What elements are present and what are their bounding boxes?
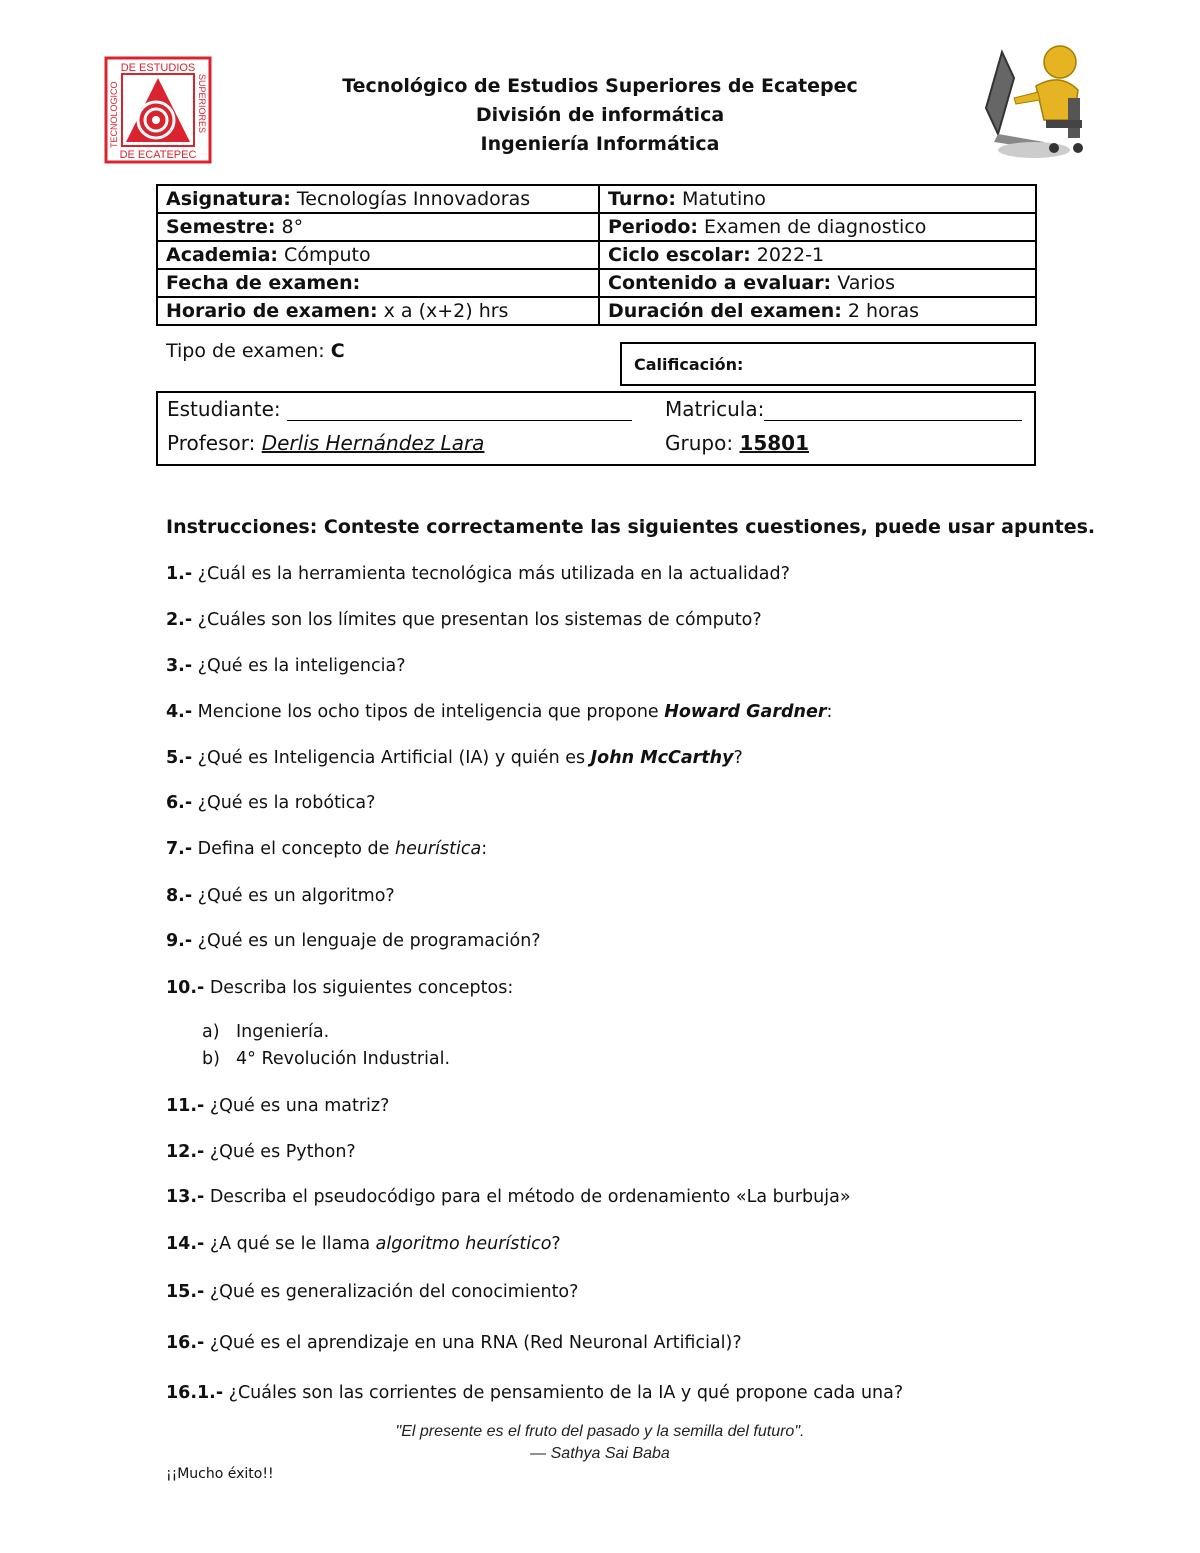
sub-item: [202, 1022, 329, 1042]
student-name-field[interactable]: [167, 397, 632, 421]
question-number: 8.-: [166, 886, 193, 906]
question-text: ¿Qué es Python?: [204, 1142, 356, 1162]
question-number: 10.-: [166, 978, 205, 998]
info-key: Turno:: [608, 188, 676, 210]
sub-item: [202, 1049, 450, 1069]
info-value: 8°: [275, 216, 304, 238]
info-cell: [599, 185, 1036, 213]
question-text: ?: [551, 1234, 561, 1254]
question-text: ?: [733, 748, 743, 768]
logo-bottom-text: DE ECATEPEC: [119, 149, 197, 161]
student-label: Estudiante:: [167, 397, 287, 421]
question-text: ¿Cuáles son las corrientes de pensamiento de la IA y qué propone cada una?: [223, 1383, 904, 1403]
info-row: [157, 269, 1036, 297]
info-value: Matutino: [675, 188, 766, 210]
professor-field: [167, 431, 484, 455]
document-header: [300, 72, 900, 159]
student-name-line[interactable]: [287, 398, 632, 421]
logo-top-text: DE ESTUDIOS: [120, 62, 196, 74]
question-item: [166, 886, 395, 906]
info-key: Periodo:: [608, 216, 698, 238]
exam-type: [166, 340, 345, 362]
info-value: x a (x+2) hrs: [377, 300, 509, 322]
question-text: John McCarthy: [590, 748, 734, 768]
question-text: ¿Cuál es la herramienta tecnológica más utilizada en la actualidad?: [192, 564, 790, 584]
question-item: [166, 748, 743, 768]
professor-label: Profesor:: [167, 431, 262, 455]
question-number: 14.-: [166, 1234, 205, 1254]
question-text: ¿Qué es generalización del conocimiento?: [204, 1282, 579, 1302]
question-text: :: [826, 702, 833, 722]
question-item: [166, 1383, 903, 1403]
enrollment-label: Matricula:: [665, 397, 765, 421]
question-item: [166, 978, 513, 998]
info-value: 2 horas: [841, 300, 920, 322]
question-number: 9.-: [166, 931, 193, 951]
exam-type-label: Tipo de examen:: [166, 340, 331, 362]
question-text: ¿A qué se le llama: [204, 1234, 376, 1254]
question-text: ¿Qué es una matriz?: [204, 1096, 390, 1116]
question-number: 1.-: [166, 564, 193, 584]
question-item: [166, 702, 832, 722]
question-number: 13.-: [166, 1187, 205, 1207]
question-item: [166, 839, 487, 859]
question-item: [166, 1282, 578, 1302]
instructions: Instrucciones: Conteste correctamente las siguientes cuestiones, puede usar apuntes.: [166, 516, 1096, 538]
question-number: 4.-: [166, 702, 193, 722]
question-item: [166, 793, 375, 813]
question-number: 15.-: [166, 1282, 205, 1302]
question-item: [166, 1333, 742, 1353]
computer-user-illustration: [974, 38, 1102, 166]
info-key: Duración del examen:: [608, 300, 842, 322]
question-text: Describa el pseudocódigo para el método de ordenamiento «La burbuja»: [204, 1187, 851, 1207]
closing-message: ¡¡Mucho éxito!!: [166, 1466, 274, 1482]
group-field: [665, 431, 809, 455]
question-text: ¿Qué es la robótica?: [192, 793, 376, 813]
grade-box[interactable]: [620, 342, 1036, 386]
question-item: [166, 564, 790, 584]
question-text: Mencione los ocho tipos de inteligencia que propone: [192, 702, 665, 722]
question-number: 16.1.-: [166, 1383, 224, 1403]
info-key: Horario de examen:: [166, 300, 378, 322]
question-item: [166, 1142, 356, 1162]
info-cell: [157, 185, 599, 213]
sub-item-label: a): [202, 1022, 220, 1042]
info-cell: [157, 297, 599, 325]
question-text: Howard Gardner: [664, 702, 827, 722]
question-number: 16.-: [166, 1333, 205, 1353]
question-text: heurística: [394, 839, 482, 859]
question-text: algoritmo heurístico: [375, 1234, 552, 1254]
info-cell: [157, 269, 599, 297]
info-cell: [599, 269, 1036, 297]
question-text: ¿Qué es la inteligencia?: [192, 656, 406, 676]
question-text: ¿Qué es Inteligencia Artificial (IA) y quién es: [192, 748, 591, 768]
info-cell: [599, 297, 1036, 325]
question-number: 12.-: [166, 1142, 205, 1162]
question-item: [166, 931, 541, 951]
sub-item-text: 4° Revolución Industrial.: [236, 1049, 451, 1069]
group-value: 15801: [739, 431, 810, 455]
info-value: Varios: [831, 272, 895, 294]
info-value: 2022-1: [750, 244, 825, 266]
info-key: Ciclo escolar:: [608, 244, 751, 266]
info-key: Academia:: [166, 244, 279, 266]
quote-author: — Sathya Sai Baba: [530, 1445, 670, 1462]
exam-type-value: C: [330, 340, 345, 362]
info-cell: [599, 213, 1036, 241]
info-value: Examen de diagnostico: [698, 216, 927, 238]
question-text: Defina el concepto de: [192, 839, 395, 859]
question-number: 3.-: [166, 656, 193, 676]
info-value: Cómputo: [278, 244, 371, 266]
group-label: Grupo:: [665, 431, 740, 455]
logo-left-text: TECNOLOGICO: [109, 81, 119, 148]
info-row: [157, 213, 1036, 241]
career-name: Ingeniería Informática: [480, 133, 720, 155]
info-row: [157, 297, 1036, 325]
question-text: ¿Qué es un algoritmo?: [192, 886, 395, 906]
question-text: ¿Qué es el aprendizaje en una RNA (Red Neuronal Artificial)?: [204, 1333, 742, 1353]
enrollment-line[interactable]: [764, 398, 1022, 421]
sub-item-text: Ingeniería.: [236, 1022, 330, 1042]
question-number: 7.-: [166, 839, 193, 859]
question-item: [166, 656, 406, 676]
question-text: Describa los siguientes conceptos:: [204, 978, 514, 998]
info-row: [157, 241, 1036, 269]
question-number: 6.-: [166, 793, 193, 813]
info-cell: [599, 241, 1036, 269]
info-key: Contenido a evaluar:: [608, 272, 832, 294]
institution-name: Tecnológico de Estudios Superiores de Ecatepec: [342, 75, 858, 97]
professor-name: Derlis Hernández Lara: [261, 431, 485, 455]
question-text: ¿Cuáles son los límites que presentan los sistemas de cómputo?: [192, 610, 762, 630]
info-cell: [157, 241, 599, 269]
exam-info-table: [156, 184, 1037, 326]
question-item: [166, 1234, 561, 1254]
enrollment-field[interactable]: [665, 397, 1022, 421]
student-box: [156, 391, 1036, 466]
division-name: División de informática: [475, 104, 725, 126]
question-item: [166, 1096, 389, 1116]
logo-right-text: SUPERIORES: [197, 74, 207, 134]
question-item: [166, 610, 762, 630]
question-number: 2.-: [166, 610, 193, 630]
question-number: 5.-: [166, 748, 193, 768]
question-item: [166, 1187, 851, 1207]
question-text: :: [481, 839, 488, 859]
quote-text: "El presente es el fruto del pasado y la semilla del futuro".: [395, 1423, 805, 1440]
info-cell: [157, 213, 599, 241]
info-row: [157, 185, 1036, 213]
question-number: 11.-: [166, 1096, 205, 1116]
grade-label: Calificación:: [634, 355, 744, 374]
info-value: Tecnologías Innovadoras: [290, 188, 531, 210]
info-key: Asignatura:: [166, 188, 291, 210]
quote-block: [300, 1421, 900, 1465]
info-key: Fecha de examen:: [166, 272, 361, 294]
question-text: ¿Qué es un lenguaje de programación?: [192, 931, 541, 951]
sub-item-label: b): [202, 1049, 220, 1069]
institution-logo: [104, 56, 212, 164]
info-key: Semestre:: [166, 216, 276, 238]
